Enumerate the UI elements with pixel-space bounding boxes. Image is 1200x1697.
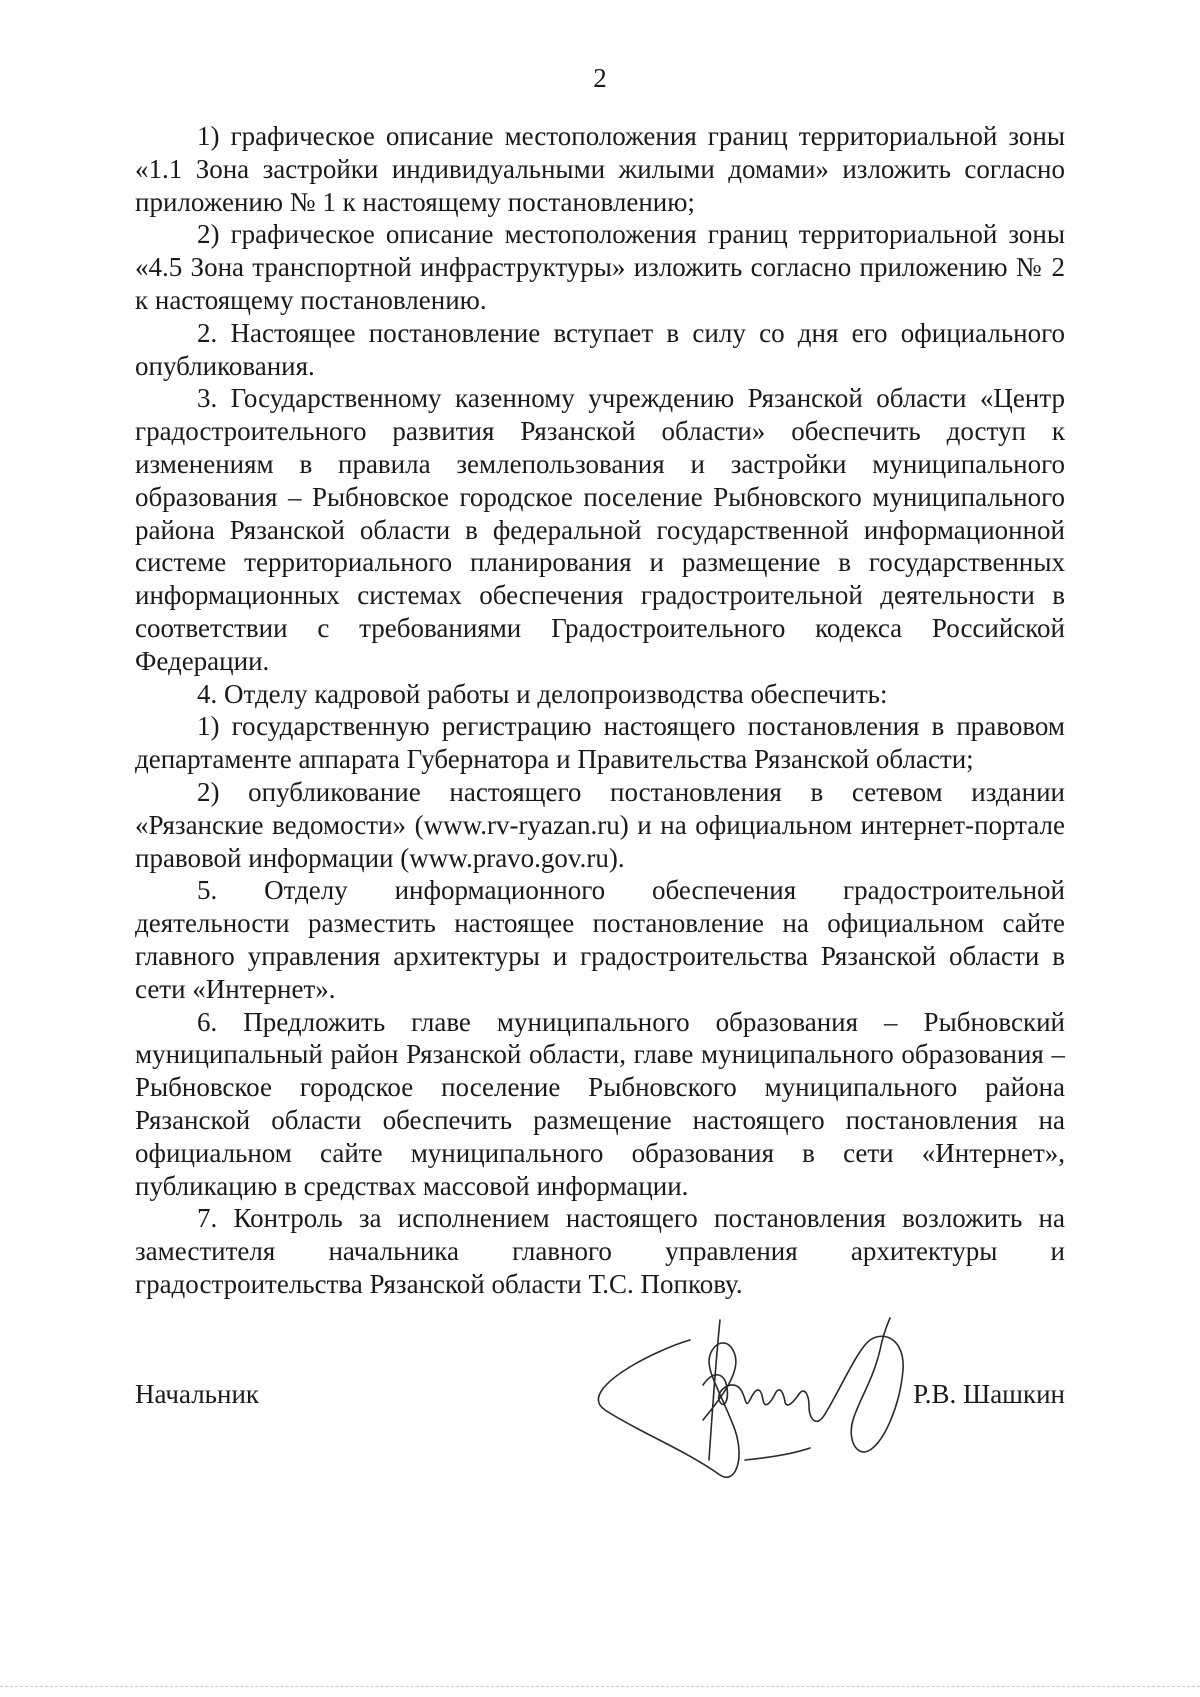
scan-edge-line xyxy=(0,1686,1200,1688)
signatory-position: Начальник xyxy=(135,1379,260,1409)
paragraph-5: 5. Отделу информационного обеспечения градостроительной деятельности разместить настоящее постановление на официальном сайте главного управления архитектуры и градостроительства Рязанской области в сети «Интернет». xyxy=(135,875,1065,1004)
document-body xyxy=(135,120,1065,1301)
paragraph-1-1: 1) графическое описание местоположения границ территориальной зоны «1.1 Зона застройки индивидуальными жилыми домами» изложить согласно приложению № 1 к настоящему постановлению; xyxy=(135,121,1065,217)
paragraph-6: 6. Предложить главе муниципального образования – Рыбновский муниципальный район Рязанской области, главе муниципального образования – Рыбновское городское поселение Рыбновского муниципального района Рязанской области обеспечить размещение настоящего постановления на официальном сайте муниципального образования в сети «Интернет», публикацию в средствах массовой информации. xyxy=(135,1006,1065,1201)
paragraph-4: 4. Отделу кадровой работы и делопроизводства обеспечить: xyxy=(197,678,888,709)
paragraph-7: 7. Контроль за исполнением настоящего постановления возложить на заместителя начальника главного управления архитектуры и градостроительства Рязанской области Т.С. Попкову. xyxy=(135,1203,1065,1299)
paragraph-3: 3. Государственному казенному учреждению Рязанской области «Центр градостроительного развития Рязанской области» обеспечить доступ к изменениям в правила землепользования и застройки муниципального образования – Рыбновское городское поселение Рыбновского муниципального района Рязанской области в федеральной государственной информационной системе территориального планирования и размещение в государственных информационных системах обеспечения градостроительной деятельности в соответствии с требованиями Градостроительного кодекса Российской Федерации. xyxy=(135,383,1065,676)
paragraph-1-2: 2) графическое описание местоположения границ территориальной зоны «4.5 Зона транспортной инфраструктуры» изложить согласно приложению № 2 к настоящему постановлению. xyxy=(135,219,1065,315)
paragraph-2: 2. Настоящее постановление вступает в силу со дня его официального опубликования. xyxy=(135,317,1065,381)
signature-block xyxy=(135,1378,1065,1418)
paragraph-4-1: 1) государственную регистрацию настоящего постановления в правовом департаменте аппарата Губернатора и Правительства Рязанской области; xyxy=(135,711,1065,775)
page-number: 2 xyxy=(593,63,607,93)
paragraph-4-2: 2) опубликование настоящего постановления в сетевом издании «Рязанские ведомости» (www.rv-ryazan.ru) и на официальном интернет-портале правовой информации (www.pravo.gov.ru). xyxy=(135,776,1065,873)
signatory-name: Р.В. Шашкин xyxy=(913,1379,1065,1409)
